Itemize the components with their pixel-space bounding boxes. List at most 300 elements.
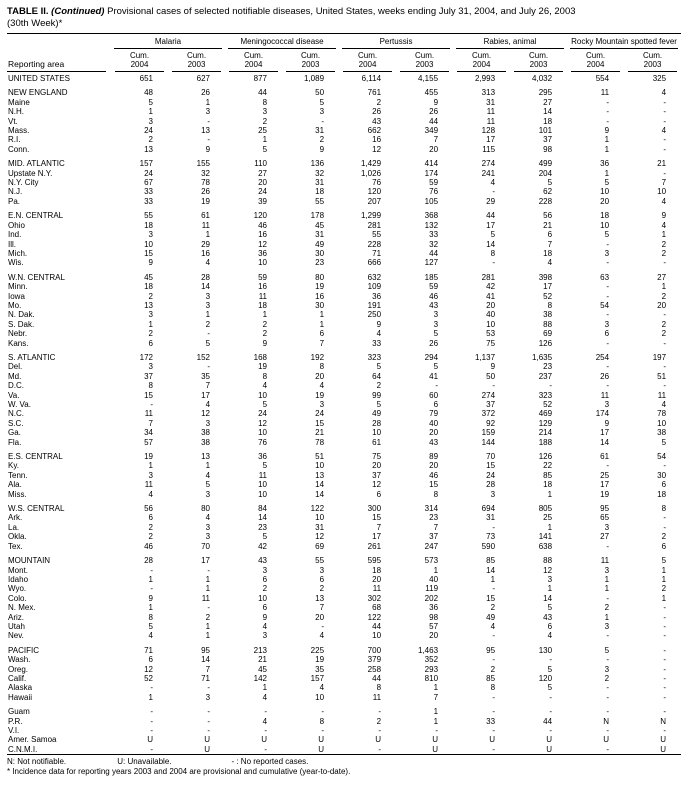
value-cell: 10 (258, 390, 268, 400)
value-cell: U (318, 735, 325, 745)
value-cell: 15 (429, 480, 439, 490)
area-cell: W. Va. (8, 400, 31, 409)
value-cell: 20 (372, 461, 382, 471)
area-cell: Okla. (8, 532, 27, 542)
row-d-c (7, 381, 681, 390)
value-cell: 11 (144, 409, 153, 419)
value-cell: - (492, 707, 496, 717)
area-cell: E.S. CENTRAL (8, 452, 63, 462)
value-cell: 78 (657, 409, 667, 419)
value-cell: - (606, 282, 610, 292)
value-cell: 16 (315, 291, 325, 301)
area-cell: Md. (8, 371, 22, 381)
value-cell: 10 (315, 513, 325, 523)
value-cell: 80 (315, 272, 325, 282)
value-cell: 84 (258, 504, 268, 514)
value-cell: 281 (481, 272, 496, 282)
value-cell: 14 (201, 655, 211, 665)
value-cell: 11 (201, 593, 211, 603)
value-cell: 32 (201, 168, 211, 178)
value-cell: 1 (604, 584, 610, 594)
value-cell: 27 (543, 97, 553, 107)
value-cell: 128 (481, 126, 496, 136)
value-cell: 3 (604, 248, 610, 258)
value-cell: 14 (486, 565, 496, 575)
value-cell: 57 (429, 621, 439, 631)
value-cell: 3 (205, 291, 211, 301)
value-cell: 20 (429, 461, 439, 471)
value-cell: 4,032 (532, 74, 553, 83)
value-cell: 136 (310, 159, 325, 169)
value-cell: 19 (315, 282, 325, 292)
value-cell: 202 (424, 593, 439, 603)
value-cell: 126 (538, 452, 553, 462)
value-cell: - (663, 107, 667, 117)
value-cell: 2 (319, 135, 325, 145)
value-cell: - (207, 726, 211, 735)
row-n-mex (7, 603, 681, 612)
area-cell: Oreg. (8, 664, 29, 674)
value-cell: 44 (543, 716, 553, 726)
value-cell: 95 (600, 504, 610, 514)
value-cell: 21 (315, 428, 325, 438)
area-cell: Tex. (8, 541, 23, 551)
value-cell: 1 (433, 716, 439, 726)
value-cell: 95 (201, 645, 211, 655)
value-cell: 172 (139, 352, 153, 362)
value-cell: 53 (486, 329, 496, 339)
value-cell: - (492, 258, 496, 268)
value-cell: - (207, 716, 211, 726)
value-cell: - (663, 683, 667, 693)
value-cell: 42 (258, 541, 268, 551)
area-cell: Ariz. (8, 612, 24, 622)
value-cell: 31 (315, 522, 325, 532)
area-cell: Upstate N.Y. (8, 168, 53, 178)
value-cell: 20 (315, 371, 325, 381)
value-cell: 44 (372, 621, 382, 631)
value-cell: 26 (201, 187, 211, 197)
value-cell: 6 (148, 655, 153, 665)
area-cell: N.C. (8, 409, 24, 419)
value-cell: 2 (262, 319, 268, 329)
value-cell: 98 (429, 612, 439, 622)
value-cell: 9 (604, 126, 610, 136)
value-cell: 2 (376, 381, 382, 391)
row-wyo (7, 584, 681, 593)
value-cell: 3 (319, 107, 325, 117)
area-cell: Conn. (8, 144, 30, 154)
value-cell: 4 (148, 631, 153, 641)
value-cell: 30 (315, 248, 325, 258)
row-s-dak (7, 320, 681, 329)
value-cell: 27 (600, 532, 610, 542)
value-cell: 76 (429, 187, 439, 197)
value-cell: 3 (262, 631, 268, 641)
value-cell: 379 (367, 655, 382, 665)
value-cell: 1 (148, 461, 153, 471)
value-cell: 18 (600, 211, 610, 221)
value-cell: 70 (201, 541, 211, 551)
value-cell: 67 (144, 178, 153, 188)
value-cell: 61 (600, 452, 610, 462)
value-cell: 7 (433, 692, 439, 702)
value-cell: 37 (144, 371, 153, 381)
row-tenn (7, 471, 681, 480)
value-cell: 45 (315, 220, 325, 230)
value-cell: 213 (253, 645, 268, 655)
value-cell: 590 (481, 541, 496, 551)
row-ky (7, 461, 681, 470)
value-cell: 455 (424, 88, 439, 98)
value-cell: 9 (661, 211, 667, 221)
value-cell: 120 (367, 187, 382, 197)
value-cell: 1 (433, 707, 439, 717)
value-cell: 63 (600, 272, 610, 282)
value-cell: N (603, 716, 610, 726)
value-cell: - (663, 692, 667, 702)
value-cell: 14 (201, 282, 211, 292)
value-cell: 42 (486, 282, 496, 292)
value-cell: 352 (424, 655, 439, 665)
value-cell: 157 (139, 159, 153, 169)
value-cell: 28 (486, 480, 496, 490)
row-n-j (7, 187, 681, 196)
value-cell: 11 (372, 584, 382, 594)
value-cell: 46 (258, 220, 268, 230)
area-cell: Ohio (8, 220, 25, 230)
value-cell: - (663, 603, 667, 613)
value-cell: 1 (205, 461, 211, 471)
row-idaho (7, 575, 681, 584)
table-head (7, 34, 681, 73)
value-cell: 9 (376, 319, 382, 329)
value-cell: 126 (538, 338, 553, 348)
value-cell: 17 (486, 220, 496, 230)
value-cell: 12 (315, 532, 325, 542)
value-cell: 26 (429, 107, 439, 117)
value-cell: 1 (661, 282, 667, 292)
row-n-y-city (7, 178, 681, 187)
value-cell: 1 (205, 97, 211, 107)
row-wis (7, 258, 681, 267)
value-cell: 37 (486, 400, 496, 409)
area-cell: Mont. (8, 565, 29, 575)
value-cell: 9 (490, 362, 496, 372)
area-cell: Pa. (8, 196, 21, 206)
value-cell: 5 (262, 461, 268, 471)
value-cell: 33 (372, 338, 382, 348)
value-cell: 3 (604, 400, 610, 409)
value-cell: 6 (319, 329, 325, 339)
value-cell: - (663, 362, 667, 372)
value-cell: 11 (657, 390, 667, 400)
area-cell: V.I. (8, 726, 20, 735)
value-cell: - (150, 400, 153, 409)
value-cell: 372 (481, 409, 496, 419)
value-cell: 36 (258, 452, 268, 462)
value-cell: 3 (205, 522, 211, 532)
value-cell: 1 (661, 565, 667, 575)
value-cell: 1 (604, 574, 610, 584)
area-cell: Wash. (8, 655, 31, 665)
area-cell: MID. ATLANTIC (8, 159, 65, 169)
value-cell: 7 (205, 664, 211, 674)
value-cell: 7 (376, 522, 382, 532)
value-cell: - (606, 381, 610, 391)
value-cell: 48 (144, 88, 153, 98)
value-cell: 18 (372, 565, 382, 575)
value-cell: 59 (429, 282, 439, 292)
value-cell: 281 (367, 220, 382, 230)
value-cell: 228 (367, 239, 382, 249)
value-cell: 25 (258, 126, 268, 136)
value-cell: 5 (604, 178, 610, 188)
value-cell: 10 (372, 631, 382, 641)
value-cell: 293 (424, 664, 439, 674)
value-cell: 8 (319, 362, 325, 372)
value-cell: 10 (144, 239, 153, 249)
value-cell: 632 (367, 272, 382, 282)
value-cell: 11 (600, 556, 610, 566)
value-cell: U (432, 744, 439, 754)
value-cell: U (318, 744, 325, 754)
value-cell: 14 (600, 437, 610, 447)
value-cell: 5 (376, 400, 382, 409)
value-cell: 5 (148, 97, 153, 107)
value-cell: 3 (262, 107, 268, 117)
value-cell: 349 (424, 126, 439, 136)
row-kans (7, 339, 681, 348)
value-cell: 174 (424, 168, 439, 178)
value-cell: 36 (258, 248, 268, 258)
area-cell: Fla. (8, 437, 22, 447)
value-cell: 43 (372, 116, 382, 126)
value-cell: - (378, 726, 382, 735)
value-cell: - (150, 565, 153, 575)
value-cell: - (321, 621, 325, 631)
value-cell: 6 (661, 541, 667, 551)
value-cell: 13 (144, 144, 153, 154)
value-cell: 33 (486, 716, 496, 726)
subheader-rmsf-cum-2004: Cum. 2004 (567, 49, 624, 72)
value-cell: 258 (367, 664, 382, 674)
value-cell: 52 (543, 400, 553, 409)
value-cell: 5 (661, 437, 667, 447)
value-cell: 31 (486, 97, 496, 107)
value-cell: 694 (481, 504, 496, 514)
value-cell: 14 (486, 239, 496, 249)
value-cell: 20 (486, 300, 496, 310)
value-cell: 5 (148, 621, 153, 631)
value-cell: 29 (486, 196, 496, 206)
row-ill (7, 240, 681, 249)
row-md (7, 372, 681, 381)
value-cell: 60 (429, 390, 439, 400)
value-cell: 101 (538, 126, 553, 136)
value-cell: - (663, 522, 667, 532)
value-cell: - (663, 621, 667, 631)
value-cell: U (603, 735, 610, 745)
value-cell: 192 (310, 352, 325, 362)
value-cell: - (207, 116, 211, 126)
value-cell: 5 (205, 338, 211, 348)
area-cell: Maine (8, 97, 30, 107)
row-utah (7, 622, 681, 631)
group-header-pertussis: Pertussis (339, 34, 453, 50)
value-cell: 2 (148, 522, 153, 532)
value-cell: - (606, 239, 610, 249)
value-cell: 16 (258, 282, 268, 292)
value-cell: 2 (376, 716, 382, 726)
value-cell: 225 (310, 645, 325, 655)
value-cell: 6 (604, 329, 610, 339)
value-cell: 52 (144, 673, 153, 683)
value-cell: 105 (424, 196, 439, 206)
value-cell: 11 (258, 470, 268, 480)
row-mass (7, 126, 681, 135)
value-cell: 33 (144, 196, 153, 206)
value-cell: 295 (538, 88, 553, 98)
value-cell: 76 (258, 437, 268, 447)
value-cell: 16 (258, 230, 268, 240)
value-cell: 10 (600, 220, 610, 230)
value-cell: 36 (372, 291, 382, 301)
value-cell: 11 (372, 692, 382, 702)
value-cell: - (321, 707, 325, 717)
value-cell: 1 (205, 310, 211, 320)
row-la (7, 523, 681, 532)
value-cell: 4 (148, 489, 153, 499)
value-cell: - (663, 381, 667, 391)
value-cell: 9 (433, 97, 439, 107)
area-cell: C.N.M.I. (8, 744, 38, 754)
value-cell: - (207, 135, 211, 145)
value-cell: 127 (424, 258, 439, 268)
value-cell: 2 (661, 239, 667, 249)
area-cell: Va. (8, 390, 20, 400)
value-cell: - (606, 541, 610, 551)
value-cell: 129 (538, 418, 553, 428)
value-cell: - (492, 187, 496, 197)
value-cell: 10 (372, 428, 382, 438)
value-cell: 54 (600, 300, 610, 310)
area-cell: S. Dak. (8, 319, 35, 329)
subheader-rmsf-cum-2003: Cum. 2003 (624, 49, 681, 72)
value-cell: 17 (600, 480, 610, 490)
value-cell: - (492, 381, 496, 391)
subheader-rabies-cum-2003: Cum. 2003 (510, 49, 567, 72)
value-cell: 8 (661, 504, 667, 514)
value-cell: - (663, 655, 667, 665)
value-cell: 12 (372, 480, 382, 490)
value-cell: 2 (661, 532, 667, 542)
row-ariz (7, 613, 681, 622)
value-cell: - (264, 726, 268, 735)
value-cell: - (606, 97, 610, 107)
value-cell: 37 (429, 532, 439, 542)
value-cell: 50 (486, 371, 496, 381)
value-cell: 71 (201, 673, 211, 683)
value-cell: 115 (482, 144, 496, 154)
value-cell: 19 (600, 489, 610, 499)
value-cell: - (663, 513, 667, 523)
value-cell: 122 (310, 504, 325, 514)
value-cell: - (549, 692, 553, 702)
value-cell: 3 (604, 319, 610, 329)
value-cell: 76 (372, 178, 382, 188)
row-w-n-central (7, 273, 681, 282)
area-cell: PACIFIC (8, 645, 39, 655)
value-cell: 6,114 (361, 74, 382, 83)
value-cell: 51 (315, 452, 325, 462)
row-ala (7, 480, 681, 489)
value-cell: 10 (657, 187, 667, 197)
value-cell: 3 (205, 418, 211, 428)
value-cell: 204 (538, 168, 553, 178)
value-cell: 35 (201, 371, 211, 381)
value-cell: 2 (262, 584, 268, 594)
value-cell: 4 (205, 400, 211, 409)
value-cell: 1 (661, 230, 667, 240)
value-cell: 4,155 (418, 74, 439, 83)
value-cell: 1 (319, 319, 325, 329)
value-cell: - (663, 144, 667, 154)
value-cell: 24 (144, 126, 153, 136)
value-cell: 2 (148, 329, 153, 339)
row-miss (7, 490, 681, 499)
value-cell: - (150, 584, 153, 594)
value-cell: - (606, 291, 610, 301)
footnotes (7, 757, 681, 777)
value-cell: - (663, 707, 667, 717)
value-cell: - (492, 726, 496, 735)
area-cell: Ark. (8, 513, 23, 523)
row-e-n-central (7, 211, 681, 220)
value-cell: - (207, 603, 211, 613)
value-cell: 7 (319, 338, 325, 348)
value-cell: 21 (657, 159, 667, 169)
value-cell: - (150, 707, 153, 717)
value-cell: 4 (205, 258, 211, 268)
value-cell: 5 (262, 400, 268, 409)
value-cell: 12 (144, 664, 153, 674)
row-calif (7, 674, 681, 683)
title-week-label: (30th Week)* (7, 17, 63, 29)
value-cell: 12 (372, 144, 382, 154)
value-cell: 168 (253, 352, 268, 362)
area-cell: N.J. (8, 187, 23, 197)
value-cell: - (663, 168, 667, 178)
value-cell: - (606, 107, 610, 117)
value-cell: 254 (595, 352, 610, 362)
row-minn (7, 282, 681, 291)
area-cell: N.Y. City (8, 178, 39, 188)
value-cell: 7 (547, 239, 553, 249)
value-cell: 3 (604, 565, 610, 575)
value-cell: 43 (429, 437, 439, 447)
value-cell: 17 (201, 390, 211, 400)
value-cell: - (492, 584, 496, 594)
value-cell: 24 (315, 409, 325, 419)
value-cell: 79 (429, 409, 439, 419)
value-cell: - (435, 726, 439, 735)
value-cell: 75 (486, 338, 496, 348)
value-cell: 62 (543, 187, 553, 197)
value-cell: 25 (543, 513, 553, 523)
value-cell: 3 (205, 692, 211, 702)
value-cell: 14 (543, 593, 553, 603)
